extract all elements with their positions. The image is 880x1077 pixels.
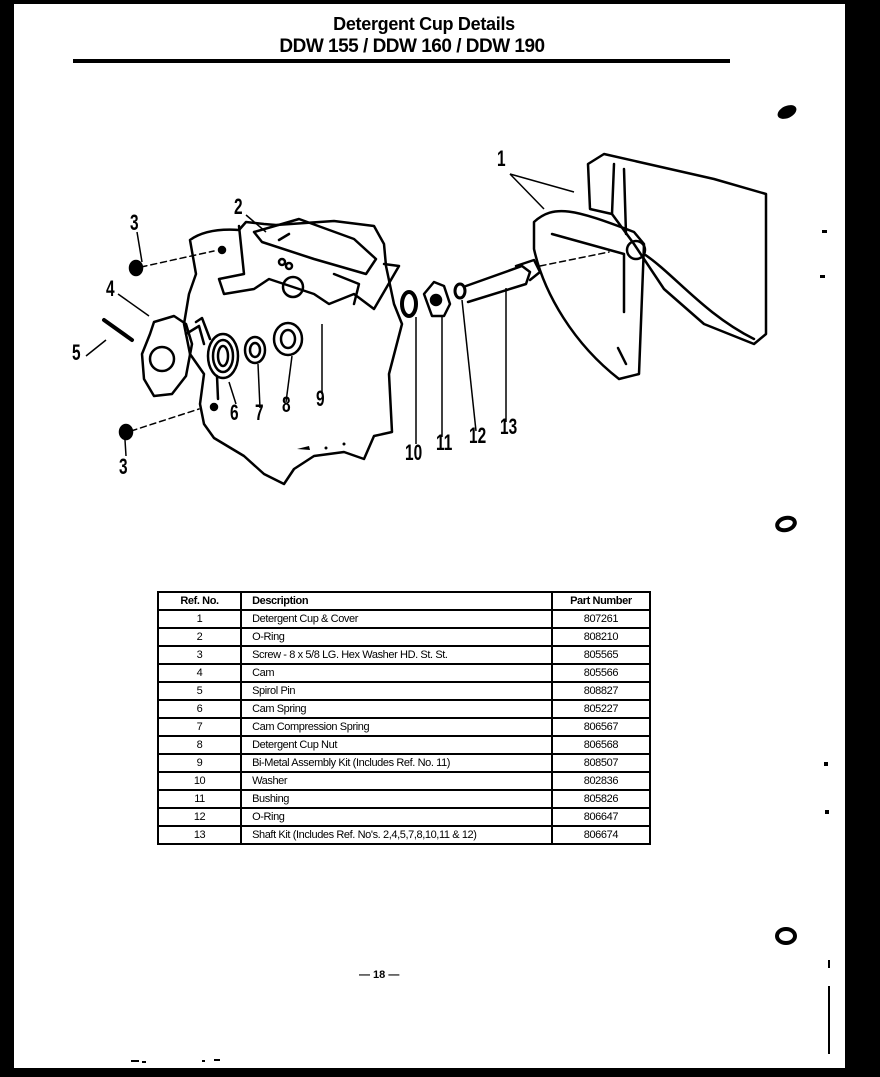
ref-cell: 12	[158, 808, 241, 826]
description-cell: Bushing	[241, 790, 552, 808]
part-number-cell: 808210	[552, 628, 650, 646]
callout-10: 10	[405, 440, 423, 465]
ref-cell: 10	[158, 772, 241, 790]
part-number-cell: 805826	[552, 790, 650, 808]
binder-hole-icon	[774, 924, 800, 948]
scan-speck	[214, 1059, 220, 1061]
binder-hole-icon	[774, 514, 798, 534]
table-header-row	[158, 592, 650, 610]
table-row	[158, 664, 650, 682]
description-cell: Cam Compression Spring	[241, 718, 552, 736]
col-header-ref: Ref. No.	[158, 592, 241, 610]
callout-12: 12	[469, 423, 487, 448]
description-cell: Shaft Kit (Includes Ref. No's. 2,4,5,7,8,10,11 & 12)	[241, 826, 552, 844]
ref-cell: 13	[158, 826, 241, 844]
part-number-cell: 806568	[552, 736, 650, 754]
description-cell: O-Ring	[241, 808, 552, 826]
callout-13: 13	[500, 414, 518, 439]
callout-5: 5	[72, 340, 81, 365]
callout-4: 4	[106, 276, 115, 301]
page-number: — 18 —	[359, 969, 400, 981]
parts-table	[157, 591, 651, 845]
part-number-cell: 806647	[552, 808, 650, 826]
callout-2: 2	[234, 194, 243, 219]
table-row	[158, 682, 650, 700]
description-cell: O-Ring	[241, 628, 552, 646]
description-cell: Washer	[241, 772, 552, 790]
binder-hole-icon	[776, 102, 798, 122]
callout-6: 6	[230, 400, 239, 425]
description-cell: Detergent Cup & Cover	[241, 610, 552, 628]
ref-cell: 6	[158, 700, 241, 718]
description-cell: Spirol Pin	[241, 682, 552, 700]
part-number-cell: 805565	[552, 646, 650, 664]
scan-speck	[824, 762, 828, 766]
ref-cell: 4	[158, 664, 241, 682]
manual-page	[14, 4, 845, 1068]
table-row	[158, 808, 650, 826]
ref-cell: 1	[158, 610, 241, 628]
table-row	[158, 700, 650, 718]
ref-cell: 9	[158, 754, 241, 772]
table-row	[158, 790, 650, 808]
part-number-cell: 807261	[552, 610, 650, 628]
table-row	[158, 772, 650, 790]
scan-speck	[825, 810, 829, 814]
table-row	[158, 628, 650, 646]
exploded-diagram	[14, 4, 845, 564]
scan-speck	[202, 1060, 205, 1062]
part-number-cell: 802836	[552, 772, 650, 790]
description-cell: Cam Spring	[241, 700, 552, 718]
callout-8: 8	[282, 392, 291, 417]
scan-speck	[142, 1061, 146, 1063]
ref-cell: 5	[158, 682, 241, 700]
scan-edge-line	[828, 986, 830, 1054]
callout-9: 9	[316, 386, 325, 411]
part-number-cell: 806567	[552, 718, 650, 736]
table-row	[158, 718, 650, 736]
ref-cell: 11	[158, 790, 241, 808]
ref-cell: 8	[158, 736, 241, 754]
callout-3-bottom: 3	[119, 454, 128, 479]
ref-cell: 7	[158, 718, 241, 736]
table-row	[158, 646, 650, 664]
description-cell: Cam	[241, 664, 552, 682]
part-number-cell: 808507	[552, 754, 650, 772]
description-cell: Detergent Cup Nut	[241, 736, 552, 754]
page-title: Detergent Cup Details	[333, 14, 515, 34]
ref-cell: 2	[158, 628, 241, 646]
callout-7: 7	[255, 400, 264, 425]
part-number-cell: 808827	[552, 682, 650, 700]
callout-11: 11	[436, 430, 453, 455]
scan-speck	[822, 230, 827, 233]
table-row	[158, 754, 650, 772]
callout-3-top: 3	[130, 210, 139, 235]
part-number-cell: 805227	[552, 700, 650, 718]
table-row	[158, 610, 650, 628]
description-cell: Bi-Metal Assembly Kit (Includes Ref. No. 11)	[241, 754, 552, 772]
part-number-cell: 805566	[552, 664, 650, 682]
scan-speck	[820, 275, 825, 278]
diagram-illustration	[14, 4, 845, 564]
col-header-description: Description	[241, 592, 552, 610]
part-number-cell: 806674	[552, 826, 650, 844]
col-header-part-number: Part Number	[552, 592, 650, 610]
table-row	[158, 826, 650, 844]
ref-cell: 3	[158, 646, 241, 664]
table-row	[158, 736, 650, 754]
scan-speck	[828, 960, 830, 968]
model-numbers: DDW 155 / DDW 160 / DDW 190	[279, 36, 545, 57]
callout-1: 1	[497, 146, 506, 171]
description-cell: Screw - 8 x 5/8 LG. Hex Washer HD. St. St.	[241, 646, 552, 664]
scan-speck	[131, 1060, 139, 1062]
